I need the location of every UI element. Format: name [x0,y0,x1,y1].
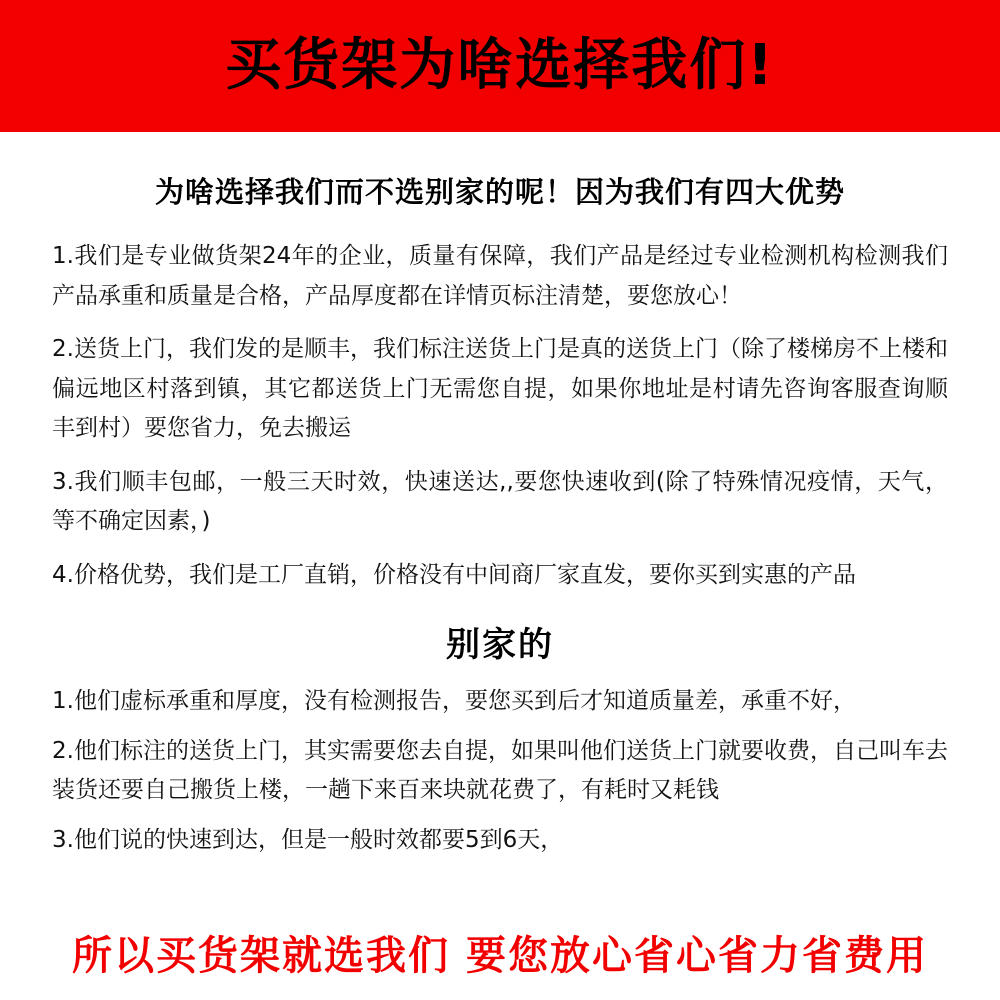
advantage-item: 4.价格优势，我们是工厂直销，价格没有中间商厂家直发，要你买到实惠的产品 [52,561,856,588]
headline-text: 买货架为啥选择我们! [225,33,775,99]
others-item: 1.他们虚标承重和厚度，没有检测报告，要您买到后才知道质量差，承重不好， [52,688,856,715]
advantage-item: 2.送货上门，我们发的是顺丰，我们标注送货上门是真的送货上门（除了楼梯房不上楼和偏远地区村落到镇，其它都送货上门无需您自提，如果你地址是村请先咨询客服查询顺丰到村）要您省力，免去搬运 [52,336,948,442]
footer-slogan: 所以买货架就选我们 要您放心省心省力省费用 [72,932,928,979]
others-section-title: 别家的 [446,625,554,666]
content-area [0,132,1000,904]
others-item: 3.他们说的快速到达，但是一般时效都要5到6天， [52,827,564,854]
advantage-item: 1.我们是专业做货架24年的企业，质量有保障，我们产品是经过专业检测机构检测我们产品承重和质量是合格，产品厚度都在详情页标注清楚，要您放心！ [52,243,948,309]
others-item: 2.他们标注的送货上门，其实需要您去自提，如果叫他们送货上门就要收费，自己叫车去装货还要自己搬货上楼，一趟下来百来块就花费了，有耗时又耗钱 [52,737,948,804]
footer-banner [0,904,1000,1000]
headline-banner [0,0,1000,132]
advantage-item: 3.我们顺丰包邮，一般三天时效，快速送达,,要您快速收到(除了特殊情况疫情，天气，等不确定因素，) [52,468,948,535]
subheading: 为啥选择我们而不选别家的呢！因为我们有四大优势 [154,175,845,209]
